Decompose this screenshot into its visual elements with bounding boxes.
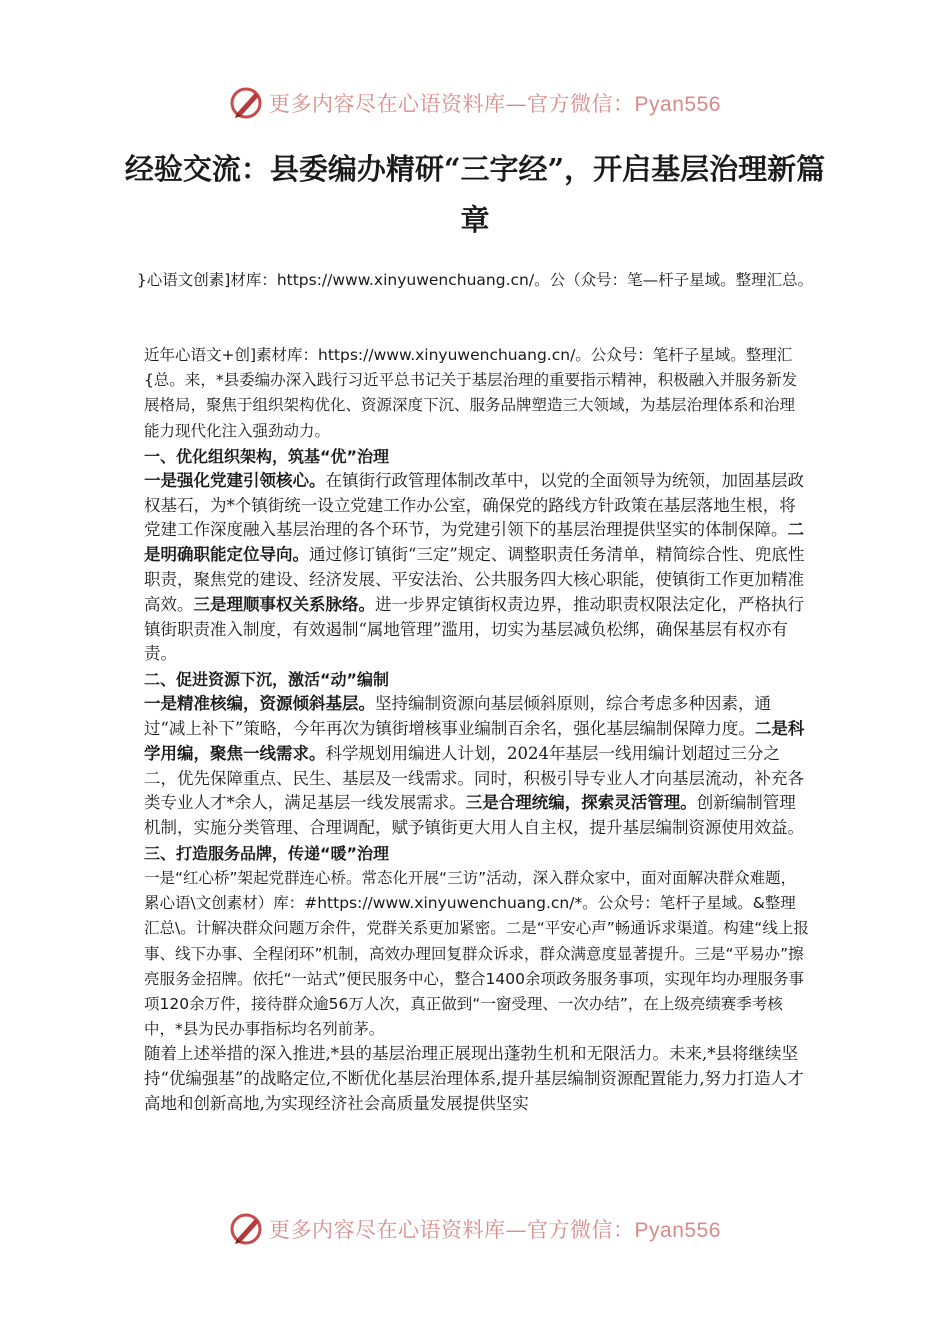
section-1-paragraph <box>144 469 809 667</box>
section-2-paragraph <box>144 692 809 841</box>
header-banner <box>0 80 950 126</box>
section-1-heading: 一、优化组织架构，筑基“优”治理 <box>144 446 390 466</box>
section-1-text-3: 进一步界定镇街权责边界，推动职责权限法定化，严格执行镇街职责准入制度，有效遏制“属地管理”滥用，切实为基层减负松绑，确保基层有权亦有责。 <box>144 594 804 664</box>
section-3-heading: 三、打造服务品牌，传递“暖”治理 <box>144 843 390 863</box>
section-1-lead-3: 三是理顺事权关系脉络。 <box>193 594 375 614</box>
section-1-text-2: 通过修订镇街“三定”规定、调整职责任务清单，精简综合性、兜底性职责，聚焦党的建设、经济发展、平安法治、公共服务四大核心职能，使镇街工作更加精准高效。 <box>144 545 805 614</box>
source-line: }心语文创素]材库：https://www.xinyuwenchuang.cn/。公（众号：笔—杆子星域。整理汇总。 <box>136 271 814 289</box>
banner-text: 更多内容尽在心语资料库—官方微信：Pyan556 <box>269 92 721 116</box>
conclusion-paragraph: 随着上述举措的深入推进,*县的基层治理正展现出蓬勃生机和无限活力。未来,*县将继续坚持“优编强基”的战略定位,不断优化基层治理体系,提升基层编制资源配置能力,努力打造人才高地和创新高地,为实现经济社会高质量发展提供坚实 <box>144 1044 804 1113</box>
section-1-lead-1: 一是强化党建引领核心。 <box>144 470 326 490</box>
page-title: 经验交流：县委编办精研“三字经”，开启基层治理新篇章 <box>124 152 826 237</box>
section-2-lead-3: 三是合理统编，探索灵活管理。 <box>465 793 697 813</box>
section-2-lead-2: 二是科学用编，聚焦一线需求。 <box>144 718 805 763</box>
section-2-heading: 二、促进资源下沉，激活“动”编制 <box>144 670 390 690</box>
section-1-text-1: 在镇街行政管理体制改革中，以党的全面领导为统领，加固基层政权基石，为*个镇街统一设立党建工作办公室，确保党的路线方针政策在基层落地生根，将党建工作深度融入基层治理的各个环节，为党建引领下的基层治理提供坚实的体制保障。 <box>144 470 804 540</box>
pen-logo-icon <box>229 85 265 121</box>
section-2-text-3: 创新编制管理机制，实施分类管理、合理调配，赋予镇街更大用人自主权，提升基层编制资源使用效益。 <box>144 793 804 838</box>
section-2-text-1: 坚持编制资源向基层倾斜原则，综合考虑多种因素，通过“减上补下”策略，今年再次为镇街增核事业编制百余名，强化基层编制保障力度。 <box>144 694 771 738</box>
footer-banner <box>0 1206 950 1252</box>
pen-logo-icon <box>229 1211 265 1247</box>
section-3-paragraph: 一是“红心桥”架起党群连心桥。常态化开展“三访”活动，深入群众家中，面对面解决群众难题，累心语\文创素材）库：#https://www.xinyuwenchuang.cn/*。公众号：笔杆子星域。&整理汇总\。计解决群众问题万余件，党群关系更加紧密。二是“平安心声”畅通诉求渠道。构建“线上报事、线下办事、全程闭环”机制，高效办理回复群众诉求，群众满意度显著提升。三是“平易办”擦亮服务金招牌。依托“一站式”便民服务中心，整合1400余项政务服务事项，实现年均办理服务事项120余万件，接待群众逾56万人次，真正做到“一窗受理、一次办结”，在上级亮绩赛季考核中，*县为民办事指标均名列前茅。 <box>144 868 809 1039</box>
article-body <box>144 343 809 1117</box>
section-2-text-2: 科学规划用编进人计划，2024年基层一线用编计划超过三分之二，优先保障重点、民生、基层及一线需求。同时，积极引导专业人才向基层流动，补充各类专业人才*余人，满足基层一线发展需求。 <box>144 743 804 813</box>
intro-paragraph: 近年心语文+创]素材库：https://www.xinyuwenchuang.cn/。公众号：笔杆子星域。整理汇{总。来，*县委编办深入践行习近平总书记关于基层治理的重要指示精神，积极融入并服务新发展格局，聚焦于组织架构优化、资源深度下沉、服务品牌塑造三大领域，为基层治理体系和治理能力现代化注入强劲动力。 <box>144 346 798 440</box>
section-1-lead-2: 二是明确职能定位导向。 <box>144 520 804 565</box>
wechat-id: Pyan556 <box>634 93 721 116</box>
banner-text: 更多内容尽在心语资料库—官方微信：Pyan556 <box>269 1218 721 1242</box>
section-2-lead-1: 一是精准核编，资源倾斜基层。 <box>144 694 375 714</box>
wechat-id: Pyan556 <box>634 1219 721 1242</box>
